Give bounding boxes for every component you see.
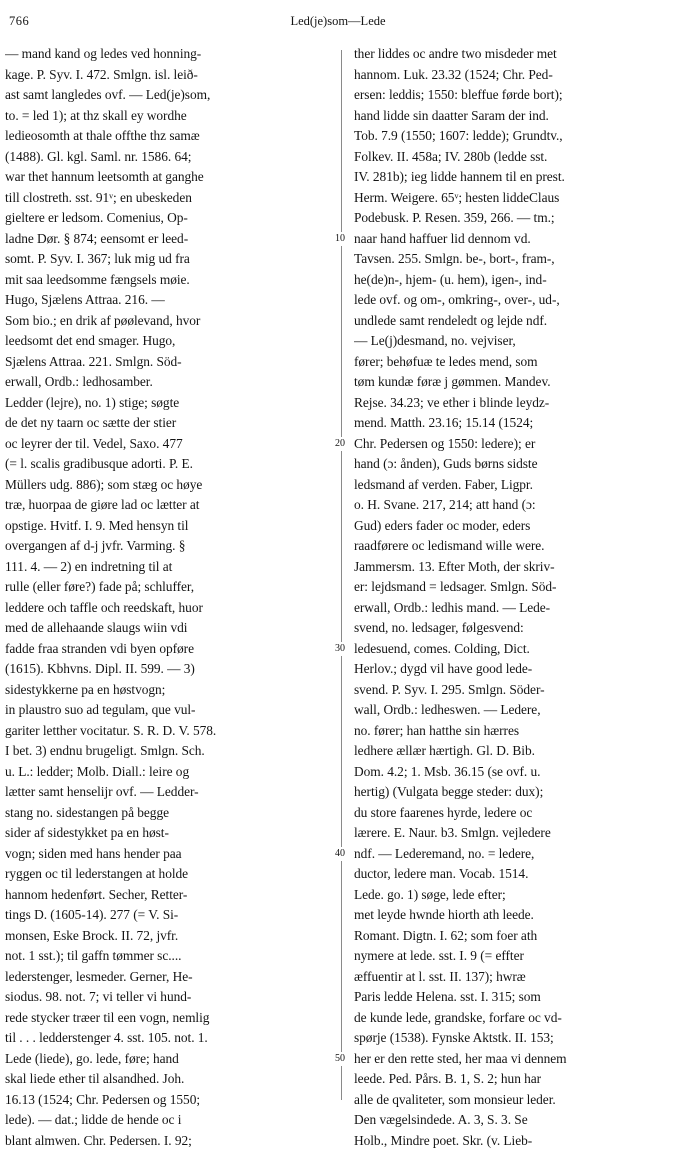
text-line: lærere. E. Naur. b3. Smlgn. vejledere [354,823,672,844]
text-line: Chr. Pedersen og 1550: ledere); er [354,434,672,455]
text-line: in plaustro suo ad tegulam, que vul- [5,700,323,721]
text-line: hannom hedenført. Secher, Retter- [5,885,323,906]
text-line: ndf. — Lederemand, no. = ledere, [354,844,672,865]
text-line: fadde fraa stranden vdi byen opføre [5,639,323,660]
text-line: de det ny taarn oc sætte der stier [5,413,323,434]
text-line: ductor, ledere man. Vocab. 1514. [354,864,672,885]
page-number: 766 [9,14,29,29]
text-line: sider af sidestykket pa en høst- [5,823,323,844]
text-line: er: lejdsmand = ledsager. Smlgn. Söd- [354,577,672,598]
text-line: mit saa leedsomme fængsels møie. [5,270,323,291]
text-line: ledsmand af verden. Faber, Ligpr. [354,475,672,496]
text-line: tings D. (1605-14). 277 (= V. Si- [5,905,323,926]
text-line: not. 1 sst.); til gaffn tømmer sc.... [5,946,323,967]
text-line: war thet hannum leetsomth at ganghe [5,167,323,188]
text-line: lætter samt henselijr ovf. — Ledder- [5,782,323,803]
page-header [0,14,676,34]
text-line: du store faarenes hyrde, ledere oc [354,803,672,824]
text-line: ladne Dør. § 874; eensomt er leed- [5,229,323,250]
text-line: opstige. Hvitf. I. 9. Med hensyn til [5,516,323,537]
text-line: rulle (eller føre?) fade på; schluffer, [5,577,323,598]
text-line: Lede. go. 1) søge, lede efter; [354,885,672,906]
line-number-marker: 20 [328,437,352,451]
text-line: hand (ɔ: ånden), Guds børns sidste [354,454,672,475]
text-line: erwall, Ordb.: ledhosamber. [5,372,323,393]
text-line: Podebusk. P. Resen. 359, 266. — tm.; [354,208,672,229]
text-line: (1615). Kbhvns. Dipl. II. 599. — 3) [5,659,323,680]
line-number-marker: 50 [328,1052,352,1066]
text-line: — Le(j)desmand, no. vejviser, [354,331,672,352]
text-line: Den vægelsindede. A. 3, S. 3. Se [354,1110,672,1131]
text-line: træ, huorpaa de giøre lad oc lætter at [5,495,323,516]
line-number-marker: 30 [328,642,352,656]
text-line: Paris ledde Helena. sst. I. 315; som [354,987,672,1008]
text-line: Hugo, Sjælens Attraa. 216. — [5,290,323,311]
line-number-marker: 40 [328,847,352,861]
text-line: IV. 281b); ieg lidde hannem til en prest. [354,167,672,188]
text-line: tøm kundæ føræ j gømmen. Mandev. [354,372,672,393]
text-line: Romant. Digtn. I. 62; som foer ath [354,926,672,947]
text-line: Müllers udg. 886); som stæg oc høye [5,475,323,496]
text-line: blant almwen. Chr. Pedersen. I. 92; [5,1131,323,1151]
text-line: Rejse. 34.23; ve ether i blinde leydz- [354,393,672,414]
text-line: undlede samt rendeledt og lejde ndf. [354,311,672,332]
text-line: siodus. 98. not. 7; vi teller vi hund- [5,987,323,1008]
text-line: ersen: leddis; 1550: bleffue førde bort); [354,85,672,106]
text-line: gieltere er ledsom. Comenius, Op- [5,208,323,229]
text-line: vogn; siden med hans hender paa [5,844,323,865]
running-head: Led(je)som—Lede [0,14,676,29]
text-line: svend, no. ledsager, følgesvend: [354,618,672,639]
text-line: her er den rette sted, her maa vi dennem [354,1049,672,1070]
text-line: Tavsen. 255. Smlgn. be-, bort-, fram-, [354,249,672,270]
text-line: no. fører; han hatthe sin hærres [354,721,672,742]
text-line: hertig) (Vulgata begge steder: dux); [354,782,672,803]
text-line: leedsomt det end smager. Hugo, [5,331,323,352]
text-line: ledieosomth at thale offthe thz samæ [5,126,323,147]
text-line: svend. P. Syv. I. 295. Smlgn. Söder- [354,680,672,701]
text-line: leddere och taffle och reedskaft, huor [5,598,323,619]
text-line: æffuentir at l. sst. II. 137); hwræ [354,967,672,988]
right-column [354,44,672,1151]
text-line: o. H. Svane. 217, 214; att hand (ɔ: [354,495,672,516]
text-line: nymere at lede. sst. I. 9 (= effter [354,946,672,967]
text-line: lede ovf. og om-, omkring-, over-, ud-, [354,290,672,311]
text-line: 16.13 (1524; Chr. Pedersen og 1550; [5,1090,323,1111]
text-line: erwall, Ordb.: ledhis mand. — Lede- [354,598,672,619]
text-line: mend. Matth. 23.16; 15.14 (1524; [354,413,672,434]
text-line: overgangen af d-j jvfr. Varming. § [5,536,323,557]
line-number-marker: 10 [328,232,352,246]
text-line: Holb., Mindre poet. Skr. (v. Lieb- [354,1131,672,1151]
text-line: raadførere oc ledismand wille were. [354,536,672,557]
text-line: fører; behøfuæ te ledes mend, som [354,352,672,373]
text-line: Gud) eders fader oc moder, eders [354,516,672,537]
text-line: ther liddes oc andre two misdeder met [354,44,672,65]
text-line: sidestykkerne pa en høstvogn; [5,680,323,701]
text-line: he(de)n-, hjem- (u. hem), igen-, ind- [354,270,672,291]
text-line: Som bio.; en drik af pøølevand, hvor [5,311,323,332]
text-line: alle de qvaliteter, som monsieur leder. [354,1090,672,1111]
text-line: till clostreth. sst. 91ᵛ; en ubeskeden [5,188,323,209]
text-line: Dom. 4.2; 1. Msb. 36.15 (se ovf. u. [354,762,672,783]
text-line: Herlov.; dygd vil have good lede- [354,659,672,680]
text-line: Tob. 7.9 (1550; 1607: ledde); Grundtv., [354,126,672,147]
text-line: stang no. sidestangen på begge [5,803,323,824]
text-line: somt. P. Syv. I. 367; luk mig ud fra [5,249,323,270]
column-divider [341,50,342,1100]
text-line: Ledder (lejre), no. 1) stige; søgte [5,393,323,414]
text-line: met leyde hwnde hiorth ath leede. [354,905,672,926]
text-line: Herm. Weigere. 65ᵛ; hesten liddeClaus [354,188,672,209]
text-line: lederstenger, lesmeder. Gerner, He- [5,967,323,988]
text-line: u. L.: ledder; Molb. Diall.: leire og [5,762,323,783]
text-line: med de allehaande slaugs wiin vdi [5,618,323,639]
text-line: til . . . ledderstenger 4. sst. 105. not. 1. [5,1028,323,1049]
text-line: wall, Ordb.: ledheswen. — Ledere, [354,700,672,721]
text-line: hand lidde sin daatter Saram der ind. [354,106,672,127]
text-line: kage. P. Syv. I. 472. Smlgn. isl. leið- [5,65,323,86]
text-line: Jammersm. 13. Efter Moth, der skriv- [354,557,672,578]
text-line: gariter letther vocitatur. S. R. D. V. 578. [5,721,323,742]
text-line: Sjælens Attraa. 221. Smlgn. Söd- [5,352,323,373]
text-line: I bet. 3) endnu brugeligt. Smlgn. Sch. [5,741,323,762]
text-line: spørje (1538). Fynske Aktstk. II. 153; [354,1028,672,1049]
text-line: Lede (liede), go. lede, føre; hand [5,1049,323,1070]
text-line: ledesuend, comes. Colding, Dict. [354,639,672,660]
text-line: Folkev. II. 458a; IV. 280b (ledde sst. [354,147,672,168]
left-column [5,44,323,1151]
text-line: ryggen oc til lederstangen at holde [5,864,323,885]
text-line: to. = led 1); at thz skall ey wordhe [5,106,323,127]
text-line: monsen, Eske Brock. II. 72, jvfr. [5,926,323,947]
text-line: skal liede ether til alsandhed. Joh. [5,1069,323,1090]
text-line: oc leyrer der til. Vedel, Saxo. 477 [5,434,323,455]
text-line: — mand kand og ledes ved honning- [5,44,323,65]
text-line: ast samt langledes ovf. — Led(je)som, [5,85,323,106]
text-line: 111. 4. — 2) en indretning til at [5,557,323,578]
text-line: lede). — dat.; lidde de hende oc i [5,1110,323,1131]
text-line: hannom. Luk. 23.32 (1524; Chr. Ped- [354,65,672,86]
text-line: ledhere ællær hærtigh. Gl. D. Bib. [354,741,672,762]
text-line: leede. Ped. Pårs. B. 1, S. 2; hun har [354,1069,672,1090]
text-line: rede stycker træer til een vogn, nemlig [5,1008,323,1029]
text-line: naar hand haffuer lid dennom vd. [354,229,672,250]
text-line: de kunde lede, grandske, forfare oc vd- [354,1008,672,1029]
text-line: (= l. scalis gradibusque adorti. P. E. [5,454,323,475]
text-line: (1488). Gl. kgl. Saml. nr. 1586. 64; [5,147,323,168]
